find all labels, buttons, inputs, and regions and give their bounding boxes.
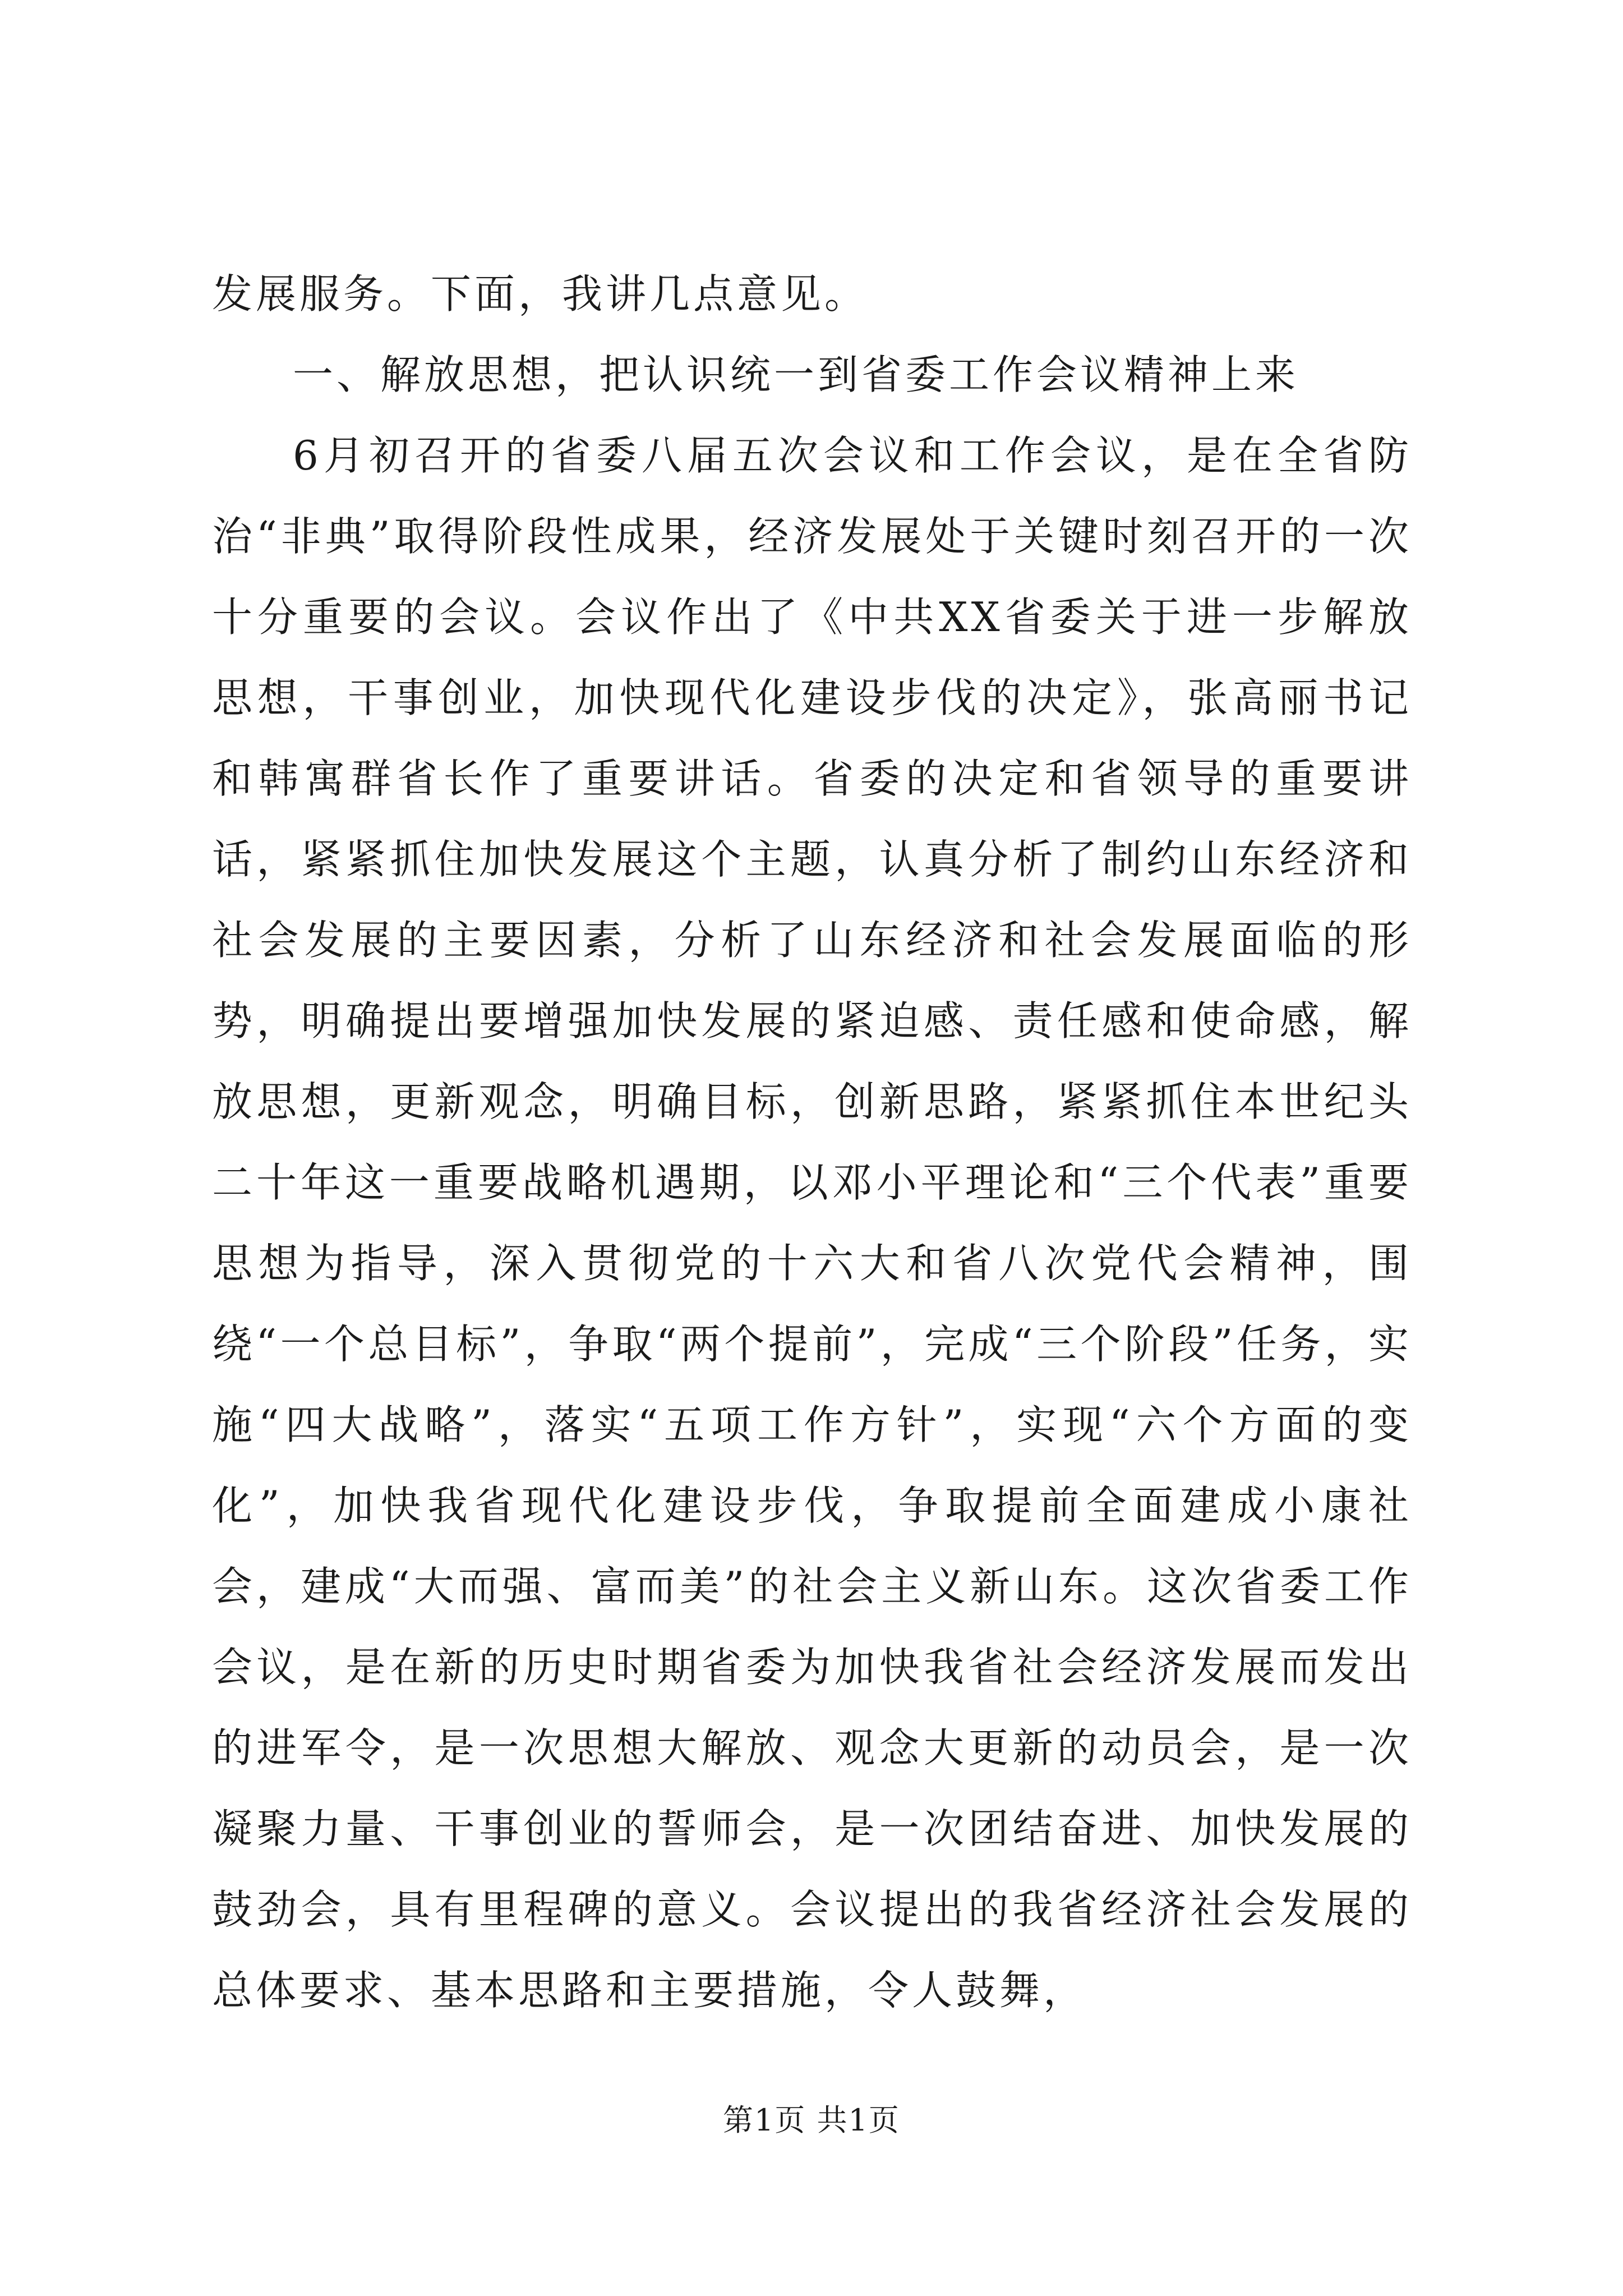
page-number-label: 第1页 共1页 [723,2102,900,2138]
section-heading: 一、解放思想，把认识统一到省委工作会议精神上来 [293,351,1299,398]
page-footer [0,2098,1623,2143]
document-body [212,254,1412,2031]
paragraph-continuation: 发展服务。下面，我讲几点意见。 [212,270,869,318]
paragraph-main: 6月初召开的省委八届五次会议和工作会议，是在全省防治“非典”取得阶段性成果，经济发展处于关键时刻召开的一次十分重要的会议。会议作出了《中共XX省委关于进一步解放思想，干事创业，加快现代化建设步伐的决定》，张高丽书记和韩寓群省长作了重要讲话。省委的决定和省领导的重要讲话，紧紧抓住加快发展这个主题，认真分析了制约山东经济和社会发展的主要因素，分析了山东经济和社会发展面临的形势，明确提出要增强加快发展的紧迫感、责任感和使命感，解放思想，更新观念，明确目标，创新思路，紧紧抓住本世纪头二十年这一重要战略机遇期，以邓小平理论和“三个代表”重要思想为指导，深入贯彻党的十六大和省八次党代会精神，围绕“一个总目标”，争取“两个提前”，完成“三个阶段”任务，实施“四大战略”，落实“五项工作方针”，实现“六个方面的变化”，加快我省现代化建设步伐，争取提前全面建成小康社会，建成“大而强、富而美”的社会主义新山东。这次省委工作会议，是在新的历史时期省委为加快我省社会经济发展而发出的进军令，是一次思想大解放、观念大更新的动员会，是一次凝聚力量、干事创业的誓师会，是一次团结奋进、加快发展的鼓劲会，具有里程碑的意义。会议提出的我省经济社会发展的总体要求、基本思路和主要措施，令人鼓舞， [212,432,1412,2014]
